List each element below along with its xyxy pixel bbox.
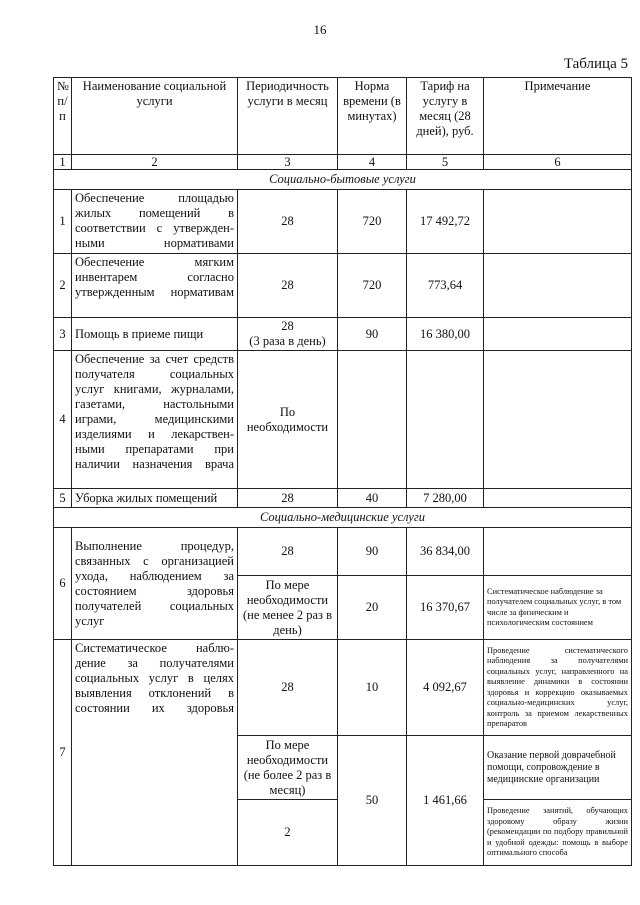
column-number: 2 xyxy=(72,155,238,170)
row-number: 7 xyxy=(54,640,72,866)
periodicity: 28 xyxy=(238,190,338,254)
page-number: 16 xyxy=(313,22,327,37)
table-row xyxy=(54,254,632,318)
column-number: 5 xyxy=(407,155,484,170)
periodicity: 2 xyxy=(238,800,338,866)
table-row xyxy=(54,351,632,489)
column-number: 3 xyxy=(238,155,338,170)
periodicity: По мере необходимости (не менее 2 раз в день) xyxy=(238,576,338,640)
tariff: 4 092,67 xyxy=(407,640,484,736)
table-row xyxy=(54,489,632,508)
header-time-norm: Норма времени (в минутах) xyxy=(338,78,407,155)
table-header-row xyxy=(54,78,632,155)
periodicity: 28 xyxy=(238,640,338,736)
service-name: Обеспечение площадью жилых помещений в соответствии с утвержден-ными нормативами xyxy=(72,190,238,254)
section-title: Социально-бытовые услуги xyxy=(54,170,632,190)
tariff xyxy=(407,351,484,489)
periodicity-line: (3 раза в день) xyxy=(249,334,326,348)
note: Оказание первой доврачебной помощи, сопровождение в медицинские организации xyxy=(484,736,632,800)
note: Систематическое наблюдение за получателем социальных услуг, в том числе за физическим и психологическим состоянием xyxy=(484,576,632,640)
table-row xyxy=(54,318,632,351)
tariff: 16 380,00 xyxy=(407,318,484,351)
column-number-row xyxy=(54,155,632,170)
tariff: 17 492,72 xyxy=(407,190,484,254)
service-name: Обеспечение мягким инвентарем согласно утвержденным нормативам xyxy=(72,254,238,318)
header-tariff: Тариф на услугу в месяц (28 дней), руб. xyxy=(407,78,484,155)
row-number: 2 xyxy=(54,254,72,318)
tariff-table xyxy=(53,77,632,866)
tariff: 7 280,00 xyxy=(407,489,484,508)
periodicity: 28 xyxy=(238,489,338,508)
row-number: 1 xyxy=(54,190,72,254)
row-number: 6 xyxy=(54,528,72,640)
time-norm: 720 xyxy=(338,190,407,254)
table-caption: Таблица 5 xyxy=(563,56,628,72)
periodicity-line: 28 xyxy=(281,319,294,333)
tariff: 16 370,67 xyxy=(407,576,484,640)
note xyxy=(484,489,632,508)
note xyxy=(484,351,632,489)
time-norm: 90 xyxy=(338,528,407,576)
tariff: 36 834,00 xyxy=(407,528,484,576)
note xyxy=(484,254,632,318)
time-norm: 10 xyxy=(338,640,407,736)
header-number: № п/п xyxy=(54,78,72,155)
header-note: Примечание xyxy=(484,78,632,155)
periodicity: По мере необходимости (не более 2 раз в месяц) xyxy=(238,736,338,800)
periodicity: 28 xyxy=(238,254,338,318)
section-title: Социально-медицинские услуги xyxy=(54,508,632,528)
note: Проведение систематического наблюдения за получателями социальных услуг, направленного на выявление динамики в состоянии здоровья и коррекцию оказываемых социально-медицинских услуг, контроль за приемом лекарственных препаратов xyxy=(484,640,632,736)
time-norm: 720 xyxy=(338,254,407,318)
periodicity xyxy=(238,318,338,351)
note: Проведение занятий, обучающих здоровому образу жизни (рекомендации по подбору правильной и удобной одежды: помощь в выборе оптимального способа xyxy=(484,800,632,866)
note xyxy=(484,190,632,254)
time-norm: 20 xyxy=(338,576,407,640)
periodicity: По необходимости xyxy=(238,351,338,489)
column-number: 6 xyxy=(484,155,632,170)
table-row xyxy=(54,528,632,576)
section-row xyxy=(54,170,632,190)
service-name: Помощь в приеме пищи xyxy=(72,318,238,351)
header-periodicity: Периодичность услуги в месяц xyxy=(238,78,338,155)
row-number: 3 xyxy=(54,318,72,351)
service-name: Систематическое наблю-дение за получателями социальных услуг в целях выявления отклонений в состоянии их здоровья xyxy=(72,640,238,866)
service-name: Выполнение процедур, связанных с организацией ухода, наблюдением за состоянием здоровья получателей социальных услуг xyxy=(72,528,238,640)
service-name: Обеспечение за счет средств получателя социальных услуг книгами, журналами, газетами, настольными играми, медицинскими изделиями и лекарствен-ными препаратами при наличии назначения врача xyxy=(72,351,238,489)
time-norm: 50 xyxy=(338,736,407,866)
tariff: 773,64 xyxy=(407,254,484,318)
tariff: 1 461,66 xyxy=(407,736,484,866)
table-row xyxy=(54,640,632,736)
row-number: 4 xyxy=(54,351,72,489)
table-row xyxy=(54,190,632,254)
service-name: Уборка жилых помещений xyxy=(72,489,238,508)
note xyxy=(484,318,632,351)
column-number: 4 xyxy=(338,155,407,170)
section-row xyxy=(54,508,632,528)
row-number: 5 xyxy=(54,489,72,508)
header-service-name: Наименование социальной услуги xyxy=(72,78,238,155)
periodicity: 28 xyxy=(238,528,338,576)
time-norm: 40 xyxy=(338,489,407,508)
time-norm xyxy=(338,351,407,489)
time-norm: 90 xyxy=(338,318,407,351)
column-number: 1 xyxy=(54,155,72,170)
note xyxy=(484,528,632,576)
